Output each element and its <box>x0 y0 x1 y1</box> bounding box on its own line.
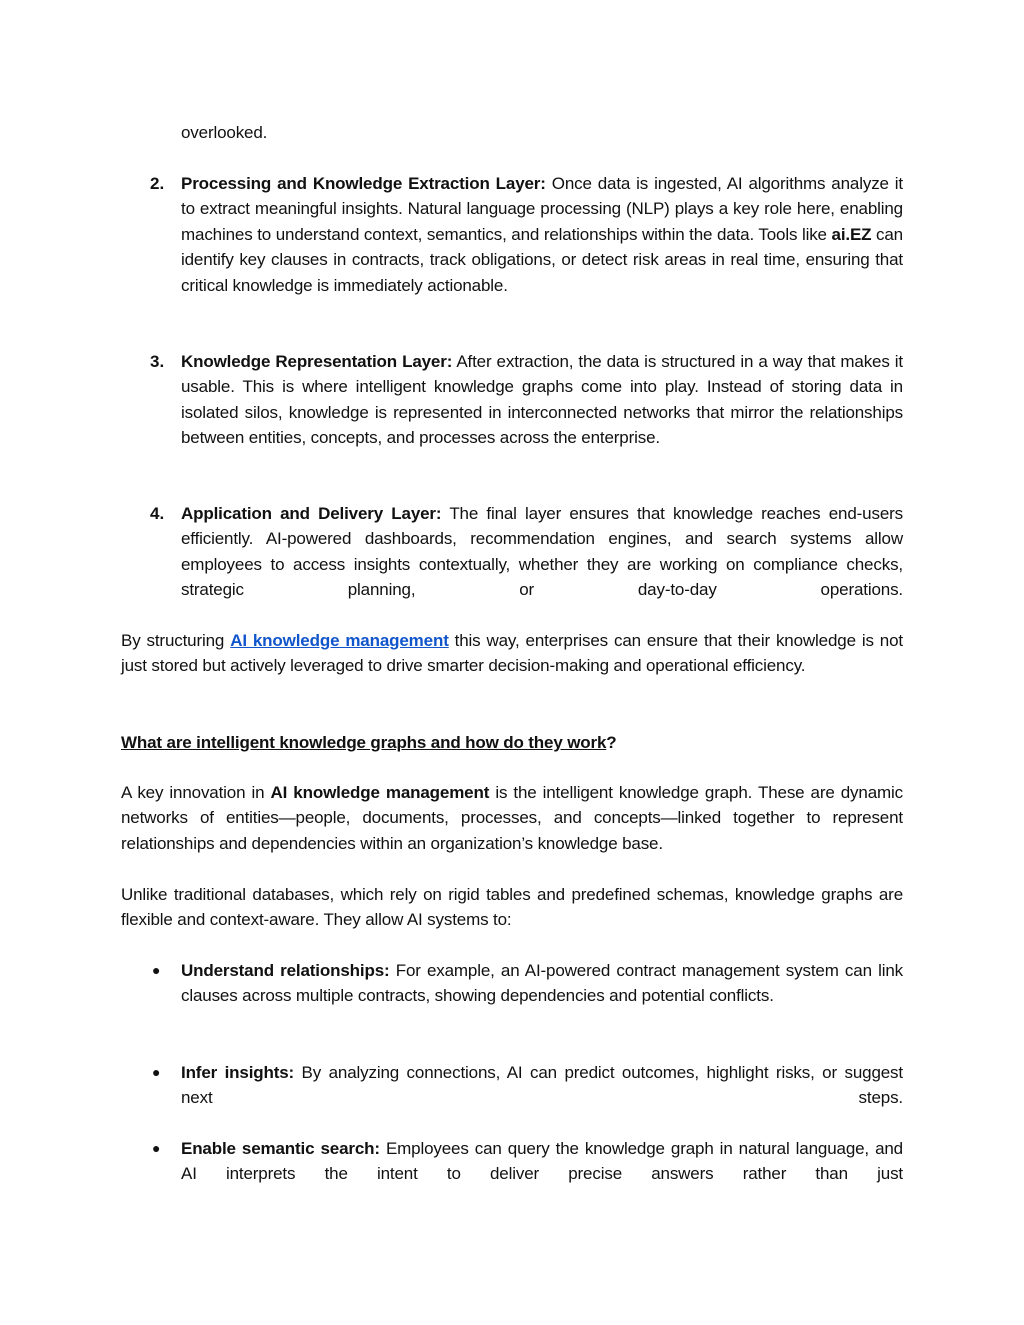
intro-text: A key innovation in <box>121 783 271 802</box>
summary-paragraph <box>121 628 903 679</box>
item-text-cont: can identify key clauses in contracts, track obligations, or detect risk areas in real time, ensuring that critical knowledge is immediately actionable. <box>181 224 903 295</box>
bullet-text: Employees can query the knowledge graph in natural language, and AI interprets the intent to deliver precise answers rather than just <box>181 1139 903 1184</box>
list-number-4: 4. <box>150 504 165 523</box>
intro-paragraph <box>121 780 903 856</box>
item-text: After extraction, the data is structured in a way that makes it usable. This is where intelligent knowledge graphs come into play. Instead of storing data in isolated silos, knowledge is represented in interconnected networks that mirror the relationships between entities, concepts, and processes across the enterprise. <box>181 352 903 448</box>
bullet-text: By analyzing connections, AI can predict outcomes, highlight risks, or suggest next steps. <box>181 1063 903 1108</box>
item-text: Once data is ingested, AI algorithms analyze it to extract meaningful insights. Natural language processing (NLP) plays a key role here, enabling machines to understand context, semantics, and relationships within the data. Tools like <box>181 174 904 244</box>
comparison-paragraph: Unlike traditional databases, which rely on rigid tables and predefined schemas, knowledge graphs are flexible and context-aware. They allow AI systems to: <box>121 885 903 930</box>
list-number-2: 2. <box>150 174 165 193</box>
item-title: Processing and Knowledge Extraction Layer: <box>181 174 546 193</box>
bullet-title: Enable semantic search: <box>181 1139 380 1158</box>
bullet-icon: ● <box>152 1140 161 1156</box>
continuation-text: overlooked. <box>181 123 268 142</box>
bullet-title: Infer insights: <box>181 1063 295 1082</box>
item-text: The final layer ensures that knowledge reaches end-users efficiently. AI-powered dashboards, recommendation engines, and search systems allow employees to access insights contextually, whether they are working on compliance checks, strategic planning, or day-to-day operations. <box>181 504 903 600</box>
bullet-icon: ● <box>152 962 161 978</box>
bullet-icon: ● <box>152 1064 161 1080</box>
intro-text-cont: is the intelligent knowledge graph. These are dynamic networks of entities—people, documents, processes, and concepts—linked together to represent relationships and dependencies within an organization’s knowledge base. <box>121 783 903 853</box>
bullet-item-understand-relationships <box>181 958 903 1009</box>
numbered-item-processing-layer <box>181 171 903 298</box>
product-name-aiez: ai.EZ <box>831 224 872 244</box>
bullet-item-infer-insights <box>181 1060 903 1111</box>
bullet-title: Understand relationships: <box>181 961 390 980</box>
bullet-item-semantic-search <box>181 1136 903 1187</box>
section-heading-punct: ? <box>606 733 617 752</box>
numbered-item-representation-layer <box>181 349 903 451</box>
item-title: Application and Delivery Layer: <box>181 504 442 523</box>
ai-knowledge-management-link[interactable]: AI knowledge management <box>230 631 449 650</box>
summary-text: By structuring <box>121 631 231 650</box>
item-title: Knowledge Representation Layer: <box>181 352 453 371</box>
section-heading-text: What are intelligent knowledge graphs and how do they work <box>121 733 607 752</box>
section-heading <box>121 730 903 755</box>
intro-bold-term: AI knowledge management <box>270 783 490 802</box>
list-number-3: 3. <box>150 352 165 371</box>
numbered-item-delivery-layer <box>181 501 903 603</box>
summary-text-cont: this way, enterprises can ensure that their knowledge is not just stored but actively leveraged to drive smarter decision-making and operational efficiency. <box>121 631 903 676</box>
bullet-text: For example, an AI-powered contract management system can link clauses across multiple contracts, showing dependencies and potential conflicts. <box>181 961 903 1006</box>
